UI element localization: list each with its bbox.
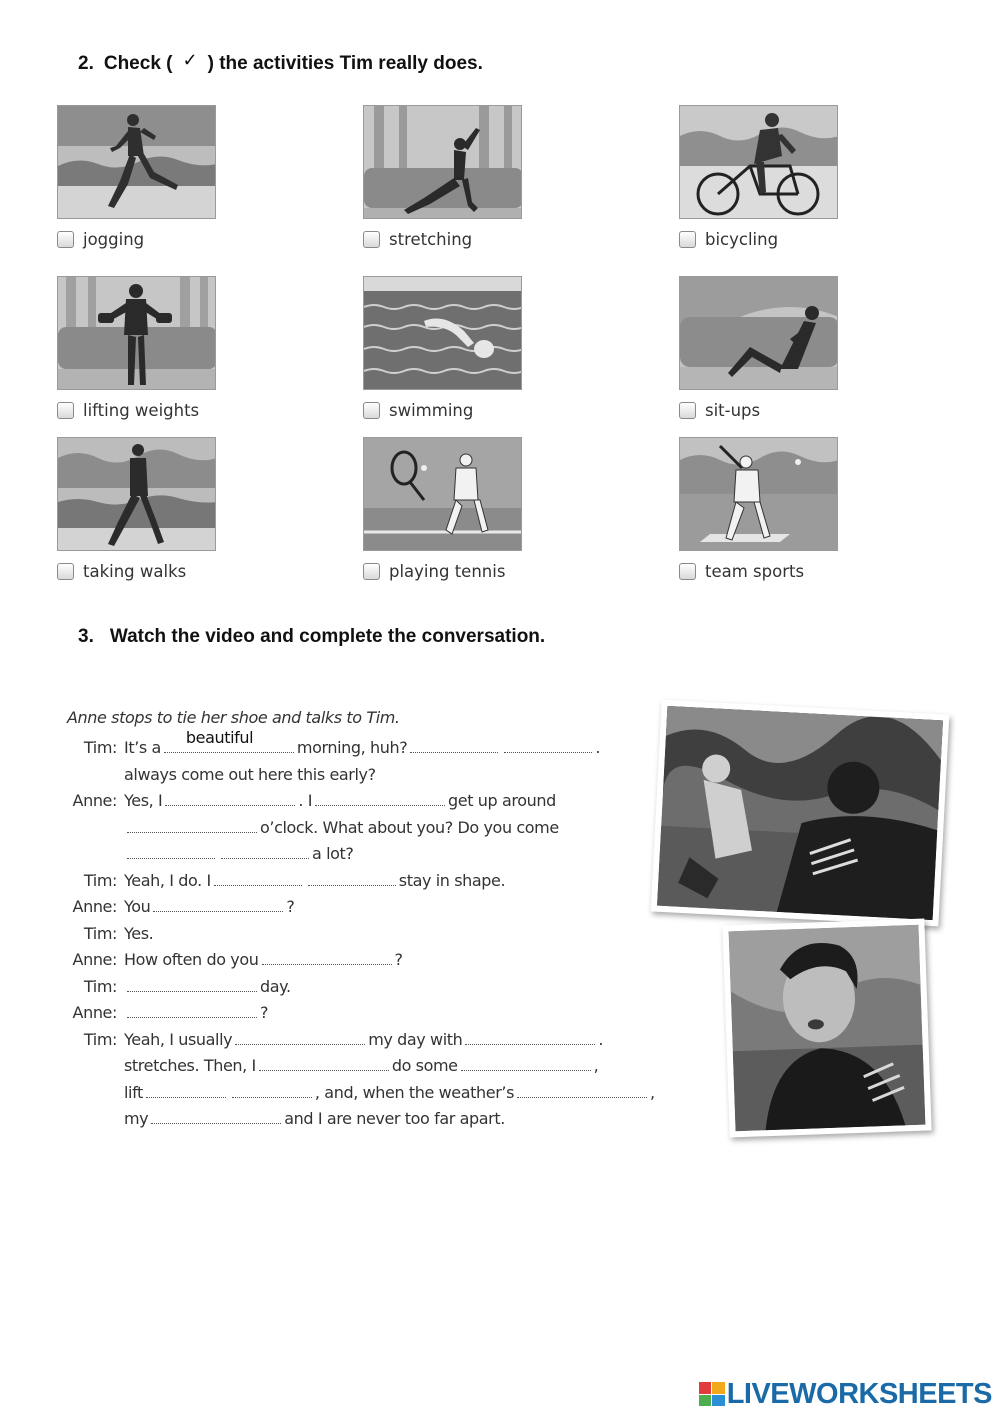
- activity-jogging: [57, 105, 217, 249]
- line-text: ,: [593, 1056, 599, 1075]
- activity-stretching: [363, 105, 523, 249]
- walking-illustration: [57, 437, 216, 551]
- conversation-line: [67, 1053, 697, 1080]
- swimming-illustration: [363, 276, 522, 390]
- answer-blank[interactable]: [151, 1106, 281, 1124]
- bicycling-illustration: [679, 105, 838, 219]
- jogging-illustration: [57, 105, 216, 219]
- line-text: , and, when the weather’s: [314, 1082, 515, 1102]
- section-2-heading: [78, 50, 483, 75]
- activity-sit-ups: [679, 276, 839, 420]
- answer-blank[interactable]: [127, 1000, 257, 1018]
- playing-tennis-label: playing tennis: [389, 562, 506, 581]
- activity-swimming: [363, 276, 523, 420]
- conversation-line: [67, 841, 697, 868]
- speaker: Tim:: [83, 870, 117, 890]
- lifting-weights-label: lifting weights: [83, 401, 200, 420]
- taking-walks-label: taking walks: [83, 562, 187, 581]
- speaker: Anne:: [72, 1003, 117, 1022]
- jogging-label: jogging: [83, 230, 145, 249]
- section-3-heading: [78, 626, 545, 648]
- line-text: my day with: [368, 1029, 463, 1049]
- answer-blank[interactable]: [153, 894, 283, 912]
- tim-portrait-photo: [722, 919, 931, 1138]
- conversation-line: [67, 762, 697, 789]
- weightlifting-illustration: [57, 276, 216, 390]
- answer-blank[interactable]: [315, 788, 445, 806]
- swimming-label: swimming: [389, 401, 474, 420]
- answer-blank[interactable]: [127, 815, 257, 833]
- filled-answer: beautiful: [185, 728, 254, 747]
- line-text: ?: [260, 1003, 269, 1022]
- liveworksheets-logo-icon: [699, 1382, 725, 1406]
- answer-blank[interactable]: [232, 1080, 312, 1098]
- line-text: stay in shape.: [398, 870, 506, 890]
- line-text: do some: [391, 1056, 458, 1075]
- speaker: Anne:: [72, 791, 117, 810]
- speaker: Anne:: [72, 950, 117, 969]
- swimming-checkbox[interactable]: [363, 402, 380, 419]
- conversation-line: [67, 921, 697, 948]
- line-text: get up around: [448, 791, 556, 810]
- sit-ups-checkbox[interactable]: [679, 402, 696, 419]
- line-text: Yeah, I usually: [124, 1029, 233, 1049]
- speaker: Tim:: [83, 923, 117, 943]
- line-text: always come out here this early?: [124, 764, 376, 784]
- answer-blank[interactable]: [165, 788, 295, 806]
- team-sports-checkbox[interactable]: [679, 563, 696, 580]
- bicycling-checkbox[interactable]: [679, 231, 696, 248]
- conversation-line: [67, 1000, 697, 1027]
- situps-illustration: [679, 276, 838, 390]
- line-text: Yes, I: [124, 791, 163, 810]
- conversation-intro: Anne stops to tie her shoe and talks to Tim.: [67, 708, 400, 727]
- line-text: It’s a: [124, 738, 161, 757]
- answer-blank[interactable]: [504, 735, 592, 753]
- line-text: .: [595, 738, 601, 757]
- line-text: . I: [298, 791, 313, 810]
- speaker: Tim:: [83, 976, 117, 996]
- activity-lifting-weights: [57, 276, 217, 420]
- line-text: stretches. Then, I: [124, 1056, 256, 1075]
- line-text: ?: [394, 950, 403, 969]
- speaker: Tim:: [83, 738, 117, 757]
- team-sports-label: team sports: [705, 562, 805, 581]
- conversation-line: [67, 728, 697, 762]
- conversation-line: [67, 947, 697, 974]
- baseball-illustration: [679, 437, 838, 551]
- line-text: Yeah, I do. I: [124, 870, 211, 890]
- activity-bicycling: [679, 105, 839, 249]
- answer-blank[interactable]: [517, 1080, 647, 1098]
- speaker: Anne:: [72, 897, 117, 916]
- conversation-line: [67, 788, 697, 815]
- answer-blank[interactable]: [221, 841, 309, 859]
- conversation-line: [67, 815, 697, 842]
- line-text: ,: [650, 1082, 655, 1102]
- answer-blank[interactable]: [308, 868, 396, 886]
- line-text: a lot?: [312, 844, 354, 863]
- activity-playing-tennis: [363, 437, 523, 581]
- playing-tennis-checkbox[interactable]: [363, 563, 380, 580]
- line-text: my: [124, 1109, 149, 1128]
- activity-taking-walks: [57, 437, 217, 581]
- line-text: lift: [124, 1082, 143, 1102]
- liveworksheets-logo: [699, 1377, 992, 1410]
- liveworksheets-wordmark: LIVEWORKSHEETS: [726, 1377, 992, 1410]
- tennis-illustration: [363, 437, 522, 551]
- anne-tying-shoe-photo: [651, 700, 950, 927]
- conversation: [67, 708, 697, 1133]
- line-text: How often do you: [124, 950, 259, 969]
- line-text: day.: [260, 976, 291, 996]
- answer-blank[interactable]: [164, 728, 294, 753]
- conversation-line: [67, 1027, 697, 1054]
- line-text: .: [598, 1029, 604, 1049]
- checkmark-icon: ✓: [182, 50, 198, 70]
- stretching-illustration: [363, 105, 522, 219]
- line-text: Yes.: [124, 923, 154, 943]
- conversation-line: [67, 894, 697, 921]
- sit-ups-label: sit-ups: [705, 401, 761, 420]
- conversation-line: [67, 1106, 697, 1133]
- answer-blank[interactable]: [127, 974, 257, 992]
- section-2-instruction-end: ) the activities Tim really does.: [207, 53, 483, 74]
- answer-blank[interactable]: [214, 868, 302, 886]
- line-text: o’clock. What about you? Do you come: [260, 817, 559, 837]
- answer-blank[interactable]: [259, 1053, 389, 1071]
- lifting-weights-checkbox[interactable]: [57, 402, 74, 419]
- line-text: You: [124, 897, 151, 916]
- section-3-title: Watch the video and complete the conversation.: [109, 626, 546, 647]
- speaker: Tim:: [83, 1029, 117, 1049]
- answer-blank[interactable]: [410, 735, 498, 753]
- answer-blank[interactable]: [146, 1080, 226, 1098]
- section-2-instruction-start: Check (: [103, 53, 173, 74]
- taking-walks-checkbox[interactable]: [57, 563, 74, 580]
- stretching-checkbox[interactable]: [363, 231, 380, 248]
- section-3-number: 3.: [78, 626, 94, 647]
- jogging-checkbox[interactable]: [57, 231, 74, 248]
- answer-blank[interactable]: [262, 947, 392, 965]
- conversation-line: [67, 1080, 697, 1107]
- answer-blank[interactable]: [127, 841, 215, 859]
- answer-blank[interactable]: [465, 1027, 595, 1045]
- line-text: ?: [286, 897, 295, 916]
- conversation-line: [67, 974, 697, 1001]
- activity-team-sports: [679, 437, 839, 581]
- answer-blank[interactable]: [235, 1027, 365, 1045]
- bicycling-label: bicycling: [705, 230, 779, 249]
- answer-blank[interactable]: [461, 1053, 591, 1071]
- section-2-number: 2.: [78, 53, 94, 74]
- stretching-label: stretching: [389, 230, 473, 249]
- line-text: morning, huh?: [296, 738, 408, 757]
- line-text: and I are never too far apart.: [284, 1109, 505, 1128]
- conversation-line: [67, 868, 697, 895]
